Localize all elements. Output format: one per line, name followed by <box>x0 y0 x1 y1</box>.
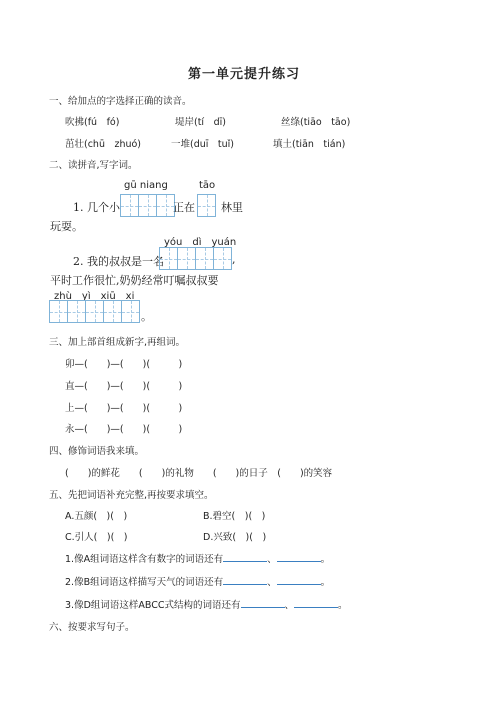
s5-q1-text: 1.像A组词语这样含有数字的词语还有 <box>65 554 224 565</box>
s1-item-4: 茁壮(chū zhuó) <box>65 139 142 150</box>
answer-blank[interactable] <box>277 574 321 585</box>
q1-mid: 正在 <box>173 201 195 214</box>
s4-row: ( )的鲜花 ( )的礼物 ( )的日子 ( )的笑容 <box>65 468 333 479</box>
q2-writing-grid-1[interactable] <box>159 247 232 270</box>
s3-row-3: 上—( )—( )( ) <box>65 403 183 414</box>
writing-cell[interactable] <box>68 301 86 322</box>
s5-question-2 <box>65 574 330 588</box>
answer-blank[interactable] <box>294 597 338 608</box>
separator: 、 <box>284 600 295 611</box>
answer-blank[interactable] <box>223 551 267 562</box>
section-3-heading: 三、加上部首组成新字,再组词。 <box>49 337 186 348</box>
section-6-heading: 六、按要求写句子。 <box>49 622 135 633</box>
writing-cell[interactable] <box>86 301 104 322</box>
writing-cell[interactable] <box>198 195 215 216</box>
writing-cell[interactable] <box>160 248 178 269</box>
s5-question-1 <box>65 551 330 565</box>
q1-suffix: 林里 <box>221 201 243 214</box>
section-4-heading: 四、修饰词语我来填。 <box>49 446 145 457</box>
s5-question-3 <box>65 597 348 611</box>
q1-prefix: 1. 几个小 <box>73 201 120 214</box>
s1-item-2: 堤岸(tí dī) <box>175 117 226 128</box>
s5-option-c: C.引人( )( ) <box>65 532 128 543</box>
q1-pinyin-2: tāo <box>199 180 216 191</box>
answer-blank[interactable] <box>223 574 267 585</box>
writing-cell[interactable] <box>157 195 174 216</box>
q1-line-2: 玩耍。 <box>50 220 83 233</box>
writing-cell[interactable] <box>178 248 196 269</box>
q2-writing-grid-2[interactable] <box>49 300 140 323</box>
s3-row-2: 直—( )—( )( ) <box>65 381 183 392</box>
q1-writing-grid-2[interactable] <box>197 194 216 217</box>
section-1-heading: 一、给加点的字选择正确的读音。 <box>49 96 192 107</box>
section-2-heading: 二、读拼音,写字词。 <box>49 160 138 171</box>
s5-q3-text: 3.像D组词语这样ABCC式结构的词语还有 <box>65 600 241 611</box>
period: 。 <box>320 554 331 565</box>
section-5-heading: 五、先把词语补充完整,再按要求填空。 <box>49 490 214 501</box>
writing-cell[interactable] <box>104 301 122 322</box>
q1-pinyin-1: gū niang <box>124 180 168 191</box>
period: 。 <box>338 600 348 611</box>
s1-item-1: 吹拂(fú fó) <box>65 117 120 128</box>
s5-option-d: D.兴致( )( ) <box>203 532 267 543</box>
s5-q2-text: 2.像B组词语这样描写天气的词语还有 <box>65 577 224 588</box>
q1-writing-grid-1[interactable] <box>120 194 175 217</box>
s1-item-3: 丝绦(tiāo tāo) <box>281 117 351 128</box>
s5-option-b: B.碧空( )( ) <box>203 511 266 522</box>
page-title: 第一单元提升练习 <box>188 67 301 82</box>
writing-cell[interactable] <box>214 248 231 269</box>
s3-row-1: 卯—( )—( )( ) <box>65 359 183 370</box>
separator: 、 <box>267 554 277 565</box>
q2-prefix: 2. 我的叔叔是一名 <box>73 255 164 268</box>
q2-line-2: 平时工作很忙,奶奶经常叮嘱叔叔要 <box>50 274 219 287</box>
s3-row-4: 永—( )—( )( ) <box>65 424 183 435</box>
q2-pinyin-2: zhù yì xiū xi <box>54 291 135 302</box>
s1-item-5: 一堆(duī tuǐ) <box>171 139 234 150</box>
s5-option-a: A.五颜( )( ) <box>65 511 128 522</box>
writing-cell[interactable] <box>121 195 139 216</box>
writing-cell[interactable] <box>50 301 68 322</box>
answer-blank[interactable] <box>277 551 321 562</box>
q2-suffix: , <box>232 253 236 266</box>
period: 。 <box>320 577 331 588</box>
s1-item-6: 填土(tiān tián) <box>273 139 346 150</box>
separator: 、 <box>267 577 277 588</box>
q2-end: 。 <box>141 310 152 323</box>
writing-cell[interactable] <box>139 195 157 216</box>
q2-pinyin-1: yóu dì yuán <box>164 237 237 248</box>
writing-cell[interactable] <box>122 301 139 322</box>
writing-cell[interactable] <box>196 248 214 269</box>
answer-blank[interactable] <box>241 597 285 608</box>
